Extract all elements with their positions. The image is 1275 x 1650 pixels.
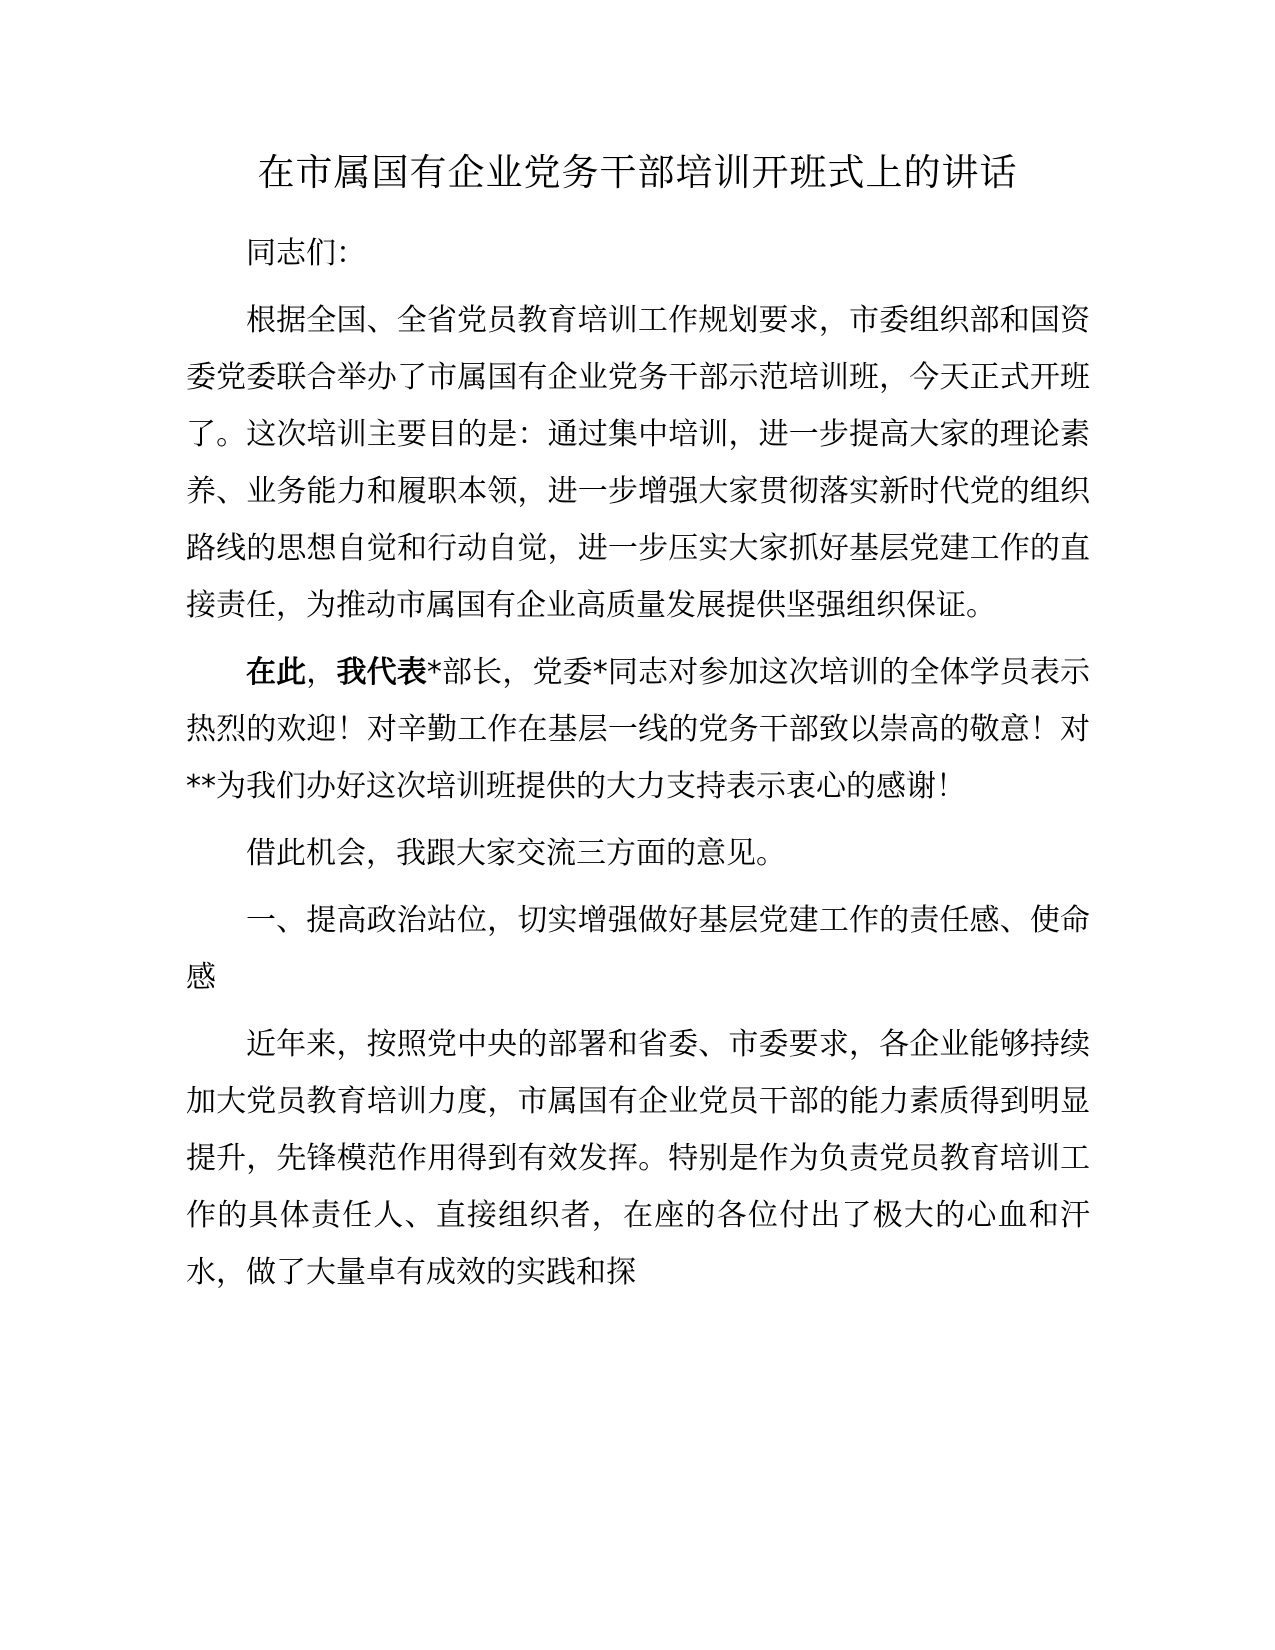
paragraph-4: 近年来，按照党中央的部署和省委、市委要求，各企业能够持续加大党员教育培训力度，市属国有企业党员干部的能力素质得到明显提升，先锋模范作用得到有效发挥。特别是作为负责党员教育培训工作的具体责任人、直接组织者，在座的各位付出了极大的心血和汗水，做了大量卓有成效的实践和探: [186, 1027, 1090, 1290]
document-body: [186, 225, 1090, 1301]
paragraph-2-lead-a: 在此: [246, 655, 307, 690]
paragraph-1: 根据全国、全省党员教育培训工作规划要求，市委组织部和国资委党委联合举办了市属国有企业党务干部示范培训班，今天正式开班了。这次培训主要目的是：通过集中培训，进一步提高大家的理论素养、业务能力和履职本领，进一步增强大家贯彻落实新时代党的组织路线的思想自觉和行动自觉，进一步压实大家抓好基层党建工作的直接责任，为推动市属国有企业高质量发展提供坚强组织保证。: [186, 303, 1090, 623]
paragraph-2-lead-b: 我代表: [336, 655, 427, 690]
paragraph-2-text: *部长，党委*同志对参加这次培训的全体学员表示热烈的欢迎！对辛勤工作在基层一线的党务干部致以崇高的敬意！对**为我们办好这次培训班提供的大力支持表示衷心的感谢！: [186, 655, 1091, 804]
paragraph-2-comma: ，: [306, 655, 337, 690]
greeting: 同志们：: [246, 236, 366, 271]
paragraph-3: 借此机会，我跟大家交流三方面的意见。: [246, 836, 786, 871]
document-title: 在市属国有企业党务干部培训开班式上的讲话: [257, 151, 1018, 194]
paragraph-2: [186, 644, 1090, 815]
section-heading-1: 一、提高政治站位，切实增强做好基层党建工作的责任感、使命感: [186, 903, 1090, 995]
